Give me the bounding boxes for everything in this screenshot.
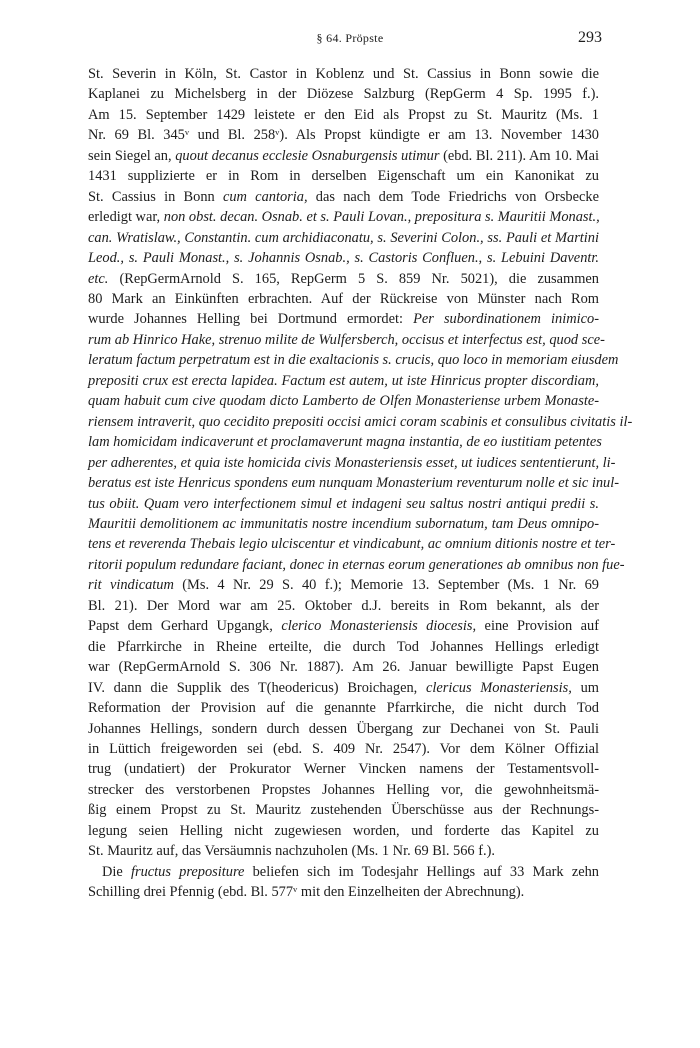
latin-quote: ritorii populum redundare faciant, donec in eternas eorum generationes ab omnibus non fue- xyxy=(88,556,625,573)
text-run: Papst dem Gerhard Upgangk, xyxy=(88,618,282,635)
text-line xyxy=(88,473,620,493)
latin-quote: etc. xyxy=(88,270,109,287)
text-run: IV. dann die Supplik des T(heodericus) Broichagen, xyxy=(88,679,427,696)
text-line xyxy=(88,514,599,534)
text-line xyxy=(88,739,599,759)
latin-quote: quam habuit cum cive quodam dicto Lamberto de Olfen Monasteriense urbem Monaste- xyxy=(88,393,599,410)
text-line xyxy=(88,678,599,698)
text-line xyxy=(88,432,602,452)
text-run: Schilling drei Pfennig (ebd. Bl. 577ᵛ mit den Einzelheiten der Abrechnung). xyxy=(88,884,525,901)
text-line xyxy=(88,309,599,329)
running-head: § 64. Pröpste xyxy=(316,31,384,45)
text-run: wurde Johannes Helling bei Dortmund ermordet: xyxy=(88,311,414,328)
text-run: beliefen sich im Todesjahr Hellings auf 33 Mark zehn xyxy=(244,863,599,880)
text-line xyxy=(88,64,599,84)
text-line xyxy=(88,555,625,575)
text-line xyxy=(88,125,599,145)
text-run: strecker des verstorbenen Propstes Johannes Helling vor, die gewohnheitsmä- xyxy=(88,781,599,798)
text-run: die Pfarrkirche in Rheine erteilte, die durch Tod Johannes Hellings erledigt xyxy=(88,638,599,655)
text-line xyxy=(88,596,599,616)
text-run: ßig einem Propst zu St. Mauritz zustehenden Überschüsse aus der Rechnungs- xyxy=(88,802,599,819)
latin-quote: tus obiit. Quam vero interfectionem simul et indageni seu saltus nostri antiqui predii s. xyxy=(88,495,599,512)
body-text xyxy=(88,64,633,903)
latin-quote: cum cantoria, xyxy=(222,188,308,205)
text-run: St. Cassius in Bonn xyxy=(88,188,223,205)
text-line xyxy=(88,841,599,861)
text-line xyxy=(88,248,599,268)
text-line xyxy=(88,371,599,391)
latin-quote: riensem intraverit, quo cecidito prepositi occisi amici coram scabinis et consulibus civitatis il- xyxy=(88,413,633,430)
text-run: sein Siegel an, xyxy=(88,147,176,164)
text-line xyxy=(88,105,599,125)
latin-quote: can. Wratislaw., Constantin. cum archidiaconatu, s. Severini Colon., ss. Pauli et Martini xyxy=(88,229,599,246)
text-line xyxy=(88,330,605,350)
latin-quote: tens et reverenda Thebais legio ulciscentur et vindicabunt, ac omnium ditionis nostre et ter- xyxy=(88,536,616,553)
text-run: (Ms. 4 Nr. 29 S. 40 f.); Memorie 13. September (Ms. 1 Nr. 69 xyxy=(173,577,599,594)
text-line xyxy=(88,637,599,657)
text-line xyxy=(88,800,599,820)
text-line xyxy=(88,187,599,207)
text-line xyxy=(88,84,599,104)
text-line xyxy=(88,882,599,902)
text-run: St. Severin in Köln, St. Castor in Koblenz und St. Cassius in Bonn sowie die xyxy=(88,66,599,82)
text-run: Nr. 69 Bl. 345ᵛ und Bl. 258ᵛ). Als Propst kündigte er am 13. November 1430 xyxy=(88,127,599,144)
text-run: eine Provision auf xyxy=(476,618,599,635)
latin-quote: lam homicidam indicaverunt et proclamaverunt magna instantia, de eo iustitiam petentes xyxy=(88,434,602,451)
text-line xyxy=(88,146,599,166)
text-run: legung seien Helling nicht zugewiesen worden, und forderte das Kapitel zu xyxy=(88,822,599,839)
latin-quote: per adherentes, et quia iste homicida civis Monasteriensis esset, ut iudices sententierunt, li- xyxy=(88,454,616,471)
latin-quote: clerico Monasteriensis diocesis, xyxy=(281,618,477,635)
text-run: erledigt war, xyxy=(88,209,164,226)
text-line xyxy=(88,719,599,739)
latin-quote: rum ab Hinrico Hake, strenuo milite de Wulfersberch, occisus et interfectus est, quod sce- xyxy=(88,331,605,348)
latin-quote: quout decanus ecclesie Osnaburgensis utimur xyxy=(175,147,440,164)
text-line xyxy=(88,821,599,841)
text-run: 1431 supplizierte er in Rom in derselben Eigenschaft um ein Kanonikat zu xyxy=(88,168,599,185)
text-run: das nach dem Tode Friedrichs von Orsbecke xyxy=(307,188,599,205)
latin-quote: fructus prepositure xyxy=(130,863,245,880)
text-line xyxy=(88,269,599,289)
text-line xyxy=(88,657,599,677)
text-line xyxy=(88,862,599,882)
latin-quote: clericus Monasteriensis, xyxy=(426,679,572,696)
text-line xyxy=(88,350,619,370)
latin-quote: Leod., s. Pauli Monast., s. Johannis Osnab., s. Castoris Confluen., s. Lebuini Daventr. xyxy=(88,250,599,267)
page-number: 293 xyxy=(578,29,602,46)
text-line xyxy=(88,759,599,779)
text-line xyxy=(88,494,599,514)
text-run: war (RepGermArnold S. 306 Nr. 1887). Am 26. Januar bewilligte Papst Eugen xyxy=(88,659,599,676)
text-line xyxy=(88,616,599,636)
text-line xyxy=(88,391,599,411)
text-run: Die xyxy=(102,863,131,880)
text-run: um xyxy=(571,679,599,696)
text-run: Am 15. September 1429 leistete er den Eid als Propst zu St. Mauritz (Ms. 1 xyxy=(88,106,599,123)
text-line xyxy=(88,575,599,595)
text-run: Kaplanei zu Michelsberg in der Diözese Salzburg (RepGerm 4 Sp. 1995 f.). xyxy=(88,86,599,103)
latin-quote: prepositi crux est erecta lapidea. Factum est autem, ut iste Hinricus propter discordiam, xyxy=(88,372,599,389)
text-line xyxy=(88,453,616,473)
text-run: in Lüttich freigeworden sei (ebd. S. 409 Nr. 2547). Vor dem Kölner Offizial xyxy=(88,740,599,757)
text-run: Reformation der Provision auf die genannte Pfarrkirche, die nicht durch Tod xyxy=(88,700,599,717)
text-line xyxy=(88,166,599,186)
text-line xyxy=(88,207,599,227)
latin-quote: rit vindicatum xyxy=(88,577,174,594)
text-run: Bl. 21). Der Mord war am 25. Oktober d.J. bereits in Rom bekannt, als der xyxy=(88,597,599,614)
text-run: (RepGermArnold S. 165, RepGerm 5 S. 859 Nr. 5021), die zusammen xyxy=(108,270,599,287)
latin-quote: leratum factum perpetratum est in die exaltacionis s. crucis, quo loco in memoriam eiusdem xyxy=(88,352,619,369)
latin-quote: beratus est iste Henricus spondens eum nunquam Monasterium reventurum nolle et sic inul- xyxy=(88,475,620,492)
text-run: (ebd. Bl. 211). Am 10. Mai xyxy=(439,147,599,164)
text-line xyxy=(88,412,633,432)
latin-quote: non obst. decan. Osnab. et s. Pauli Lovan., prepositura s. Mauritii Monast., xyxy=(163,209,600,226)
text-line xyxy=(88,228,599,248)
text-run: St. Mauritz auf, das Versäumnis nachzuholen (Ms. 1 Nr. 69 Bl. 566 f.). xyxy=(88,843,496,860)
text-line xyxy=(88,289,599,309)
latin-quote: Per subordinationem inimico- xyxy=(413,311,599,328)
text-line xyxy=(88,698,599,718)
text-line xyxy=(88,780,599,800)
text-run: trug (undatiert) der Prokurator Werner Vincken namens der Testamentsvoll- xyxy=(88,761,599,778)
text-run: 80 Mark an Einkünften erbrachten. Auf der Rückreise von Münster nach Rom xyxy=(88,290,599,307)
latin-quote: Mauritii demolitionem ac immunitatis nostre incendium subornatum, tam Deus omnipo- xyxy=(88,515,599,532)
text-run: Johannes Hellings, sondern durch dessen Übergang zur Dechanei von St. Pauli xyxy=(88,720,599,737)
text-line xyxy=(88,534,616,554)
